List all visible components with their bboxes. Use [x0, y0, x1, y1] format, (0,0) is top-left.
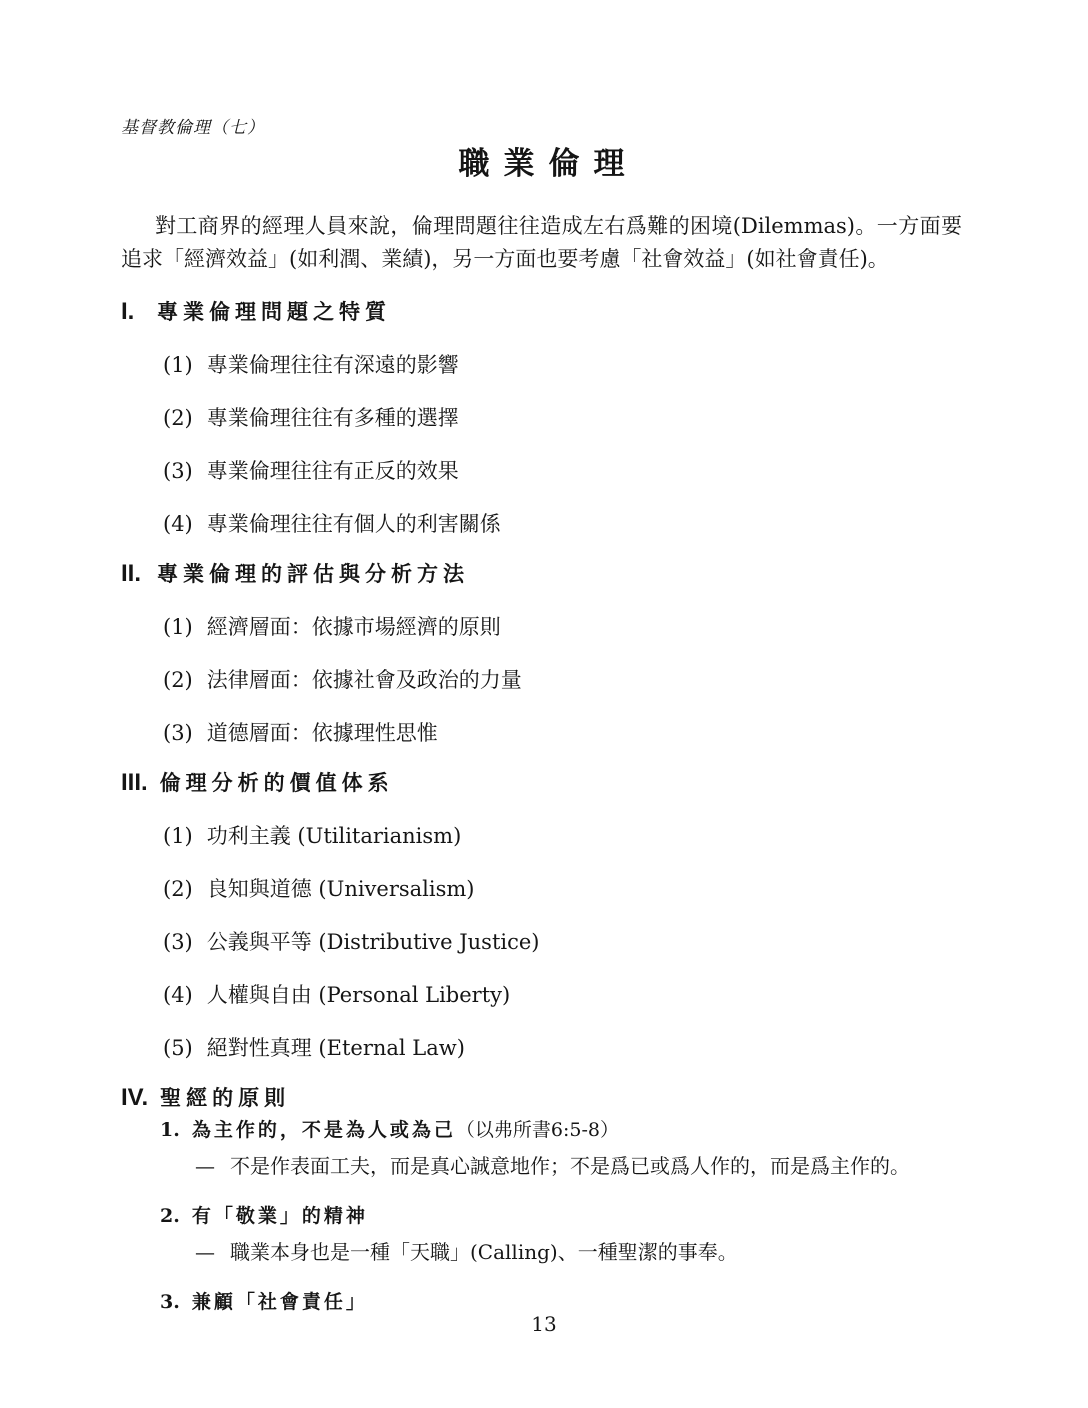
section-numeral: III.: [121, 769, 148, 796]
intro-paragraph: 對工商界的經理人員來說，倫理問題往往造成左右爲難的困境(Dilemmas)。一方面要追求「經濟效益」(如利潤、業績)，另一方面也要考慮「社會效益」(如社會責任)。: [121, 214, 962, 271]
section-heading: [121, 559, 962, 589]
dash-marker: —: [195, 1240, 215, 1264]
list-item: [163, 350, 962, 380]
section-numeral: I.: [121, 298, 135, 325]
list-item: [163, 665, 962, 695]
section-numeral: IV.: [121, 1084, 149, 1111]
section-heading: [121, 1083, 962, 1113]
item-text: 道德層面：依據理性思惟: [206, 721, 438, 745]
section-title: 聖經的原則: [160, 1085, 291, 1110]
list-item: [163, 874, 962, 904]
item-text: 人權與自由 (Personal Liberty): [206, 983, 511, 1007]
list-item: [163, 456, 962, 486]
section-numeral: II.: [121, 560, 142, 587]
item-marker: (3): [163, 930, 193, 954]
item-text: 專業倫理往往有正反的效果: [206, 459, 459, 483]
document-header: 基督教倫理（七）: [121, 118, 265, 138]
item-marker: (2): [163, 877, 193, 901]
section-title: 專業倫理的評估與分析方法: [157, 561, 469, 586]
note-text: 職業本身也是一種「天職」(Calling)、一種聖潔的事奉。: [230, 1240, 738, 1264]
page-title: 職業倫理: [458, 146, 639, 182]
subsection-title: 有「敬業」的精神: [191, 1205, 368, 1227]
list-item: [163, 1033, 962, 1063]
section-title: 專業倫理問題之特質: [157, 299, 391, 324]
section-heading: [121, 768, 962, 798]
item-marker: (4): [163, 983, 193, 1007]
item-text: 專業倫理往往有個人的利害關係: [206, 512, 501, 536]
subsection-title: 兼顧「社會責任」: [191, 1291, 368, 1313]
item-marker: (1): [163, 353, 193, 377]
note-line: [195, 1237, 962, 1267]
item-marker: (1): [163, 615, 193, 639]
subsection-marker: 1.: [160, 1119, 180, 1141]
list-item: [163, 612, 962, 642]
section-2: [121, 559, 962, 748]
page-number: 13: [531, 1312, 557, 1336]
note-line: [195, 1151, 962, 1181]
list-item: [163, 821, 962, 851]
item-text: 公義與平等 (Distributive Justice): [206, 930, 540, 954]
subsection-scripture-ref: （以弗所書6:5-8）: [455, 1119, 619, 1141]
section-4: [121, 1083, 962, 1317]
item-text: 功利主義 (Utilitarianism): [206, 824, 462, 848]
item-text: 絕對性真理 (Eternal Law): [206, 1036, 465, 1060]
section-3: [121, 768, 962, 1063]
item-marker: (2): [163, 406, 193, 430]
item-marker: (4): [163, 512, 193, 536]
subsection-1: [160, 1115, 962, 1181]
subsection-2: [160, 1201, 962, 1267]
list-item: [163, 927, 962, 957]
item-marker: (5): [163, 1036, 193, 1060]
item-marker: (2): [163, 668, 193, 692]
item-marker: (1): [163, 824, 193, 848]
item-marker: (3): [163, 721, 193, 745]
list-item: [163, 718, 962, 748]
list-item: [163, 403, 962, 433]
item-text: 良知與道德 (Universalism): [206, 877, 475, 901]
section-heading: [121, 297, 962, 327]
item-text: 經濟層面：依據市場經濟的原則: [206, 615, 501, 639]
list-item: [163, 980, 962, 1010]
item-text: 專業倫理往往有深遠的影響: [206, 353, 459, 377]
subsection-heading: [160, 1201, 962, 1231]
section-title: 倫理分析的價值体系: [159, 770, 394, 795]
item-text: 法律層面：依據社會及政治的力量: [206, 668, 522, 692]
section-1: [121, 297, 962, 539]
list-item: [163, 509, 962, 539]
item-marker: (3): [163, 459, 193, 483]
subsection-marker: 2.: [160, 1205, 180, 1227]
subsection-heading: [160, 1115, 962, 1145]
item-text: 專業倫理往往有多種的選擇: [206, 406, 459, 430]
dash-marker: —: [195, 1154, 215, 1178]
subsection-marker: 3.: [160, 1291, 180, 1313]
subsection-title: 為主作的，不是為人或為己: [191, 1119, 456, 1141]
note-text: 不是作表面工夫，而是真心誠意地作；不是爲已或爲人作的，而是爲主作的。: [230, 1154, 910, 1178]
